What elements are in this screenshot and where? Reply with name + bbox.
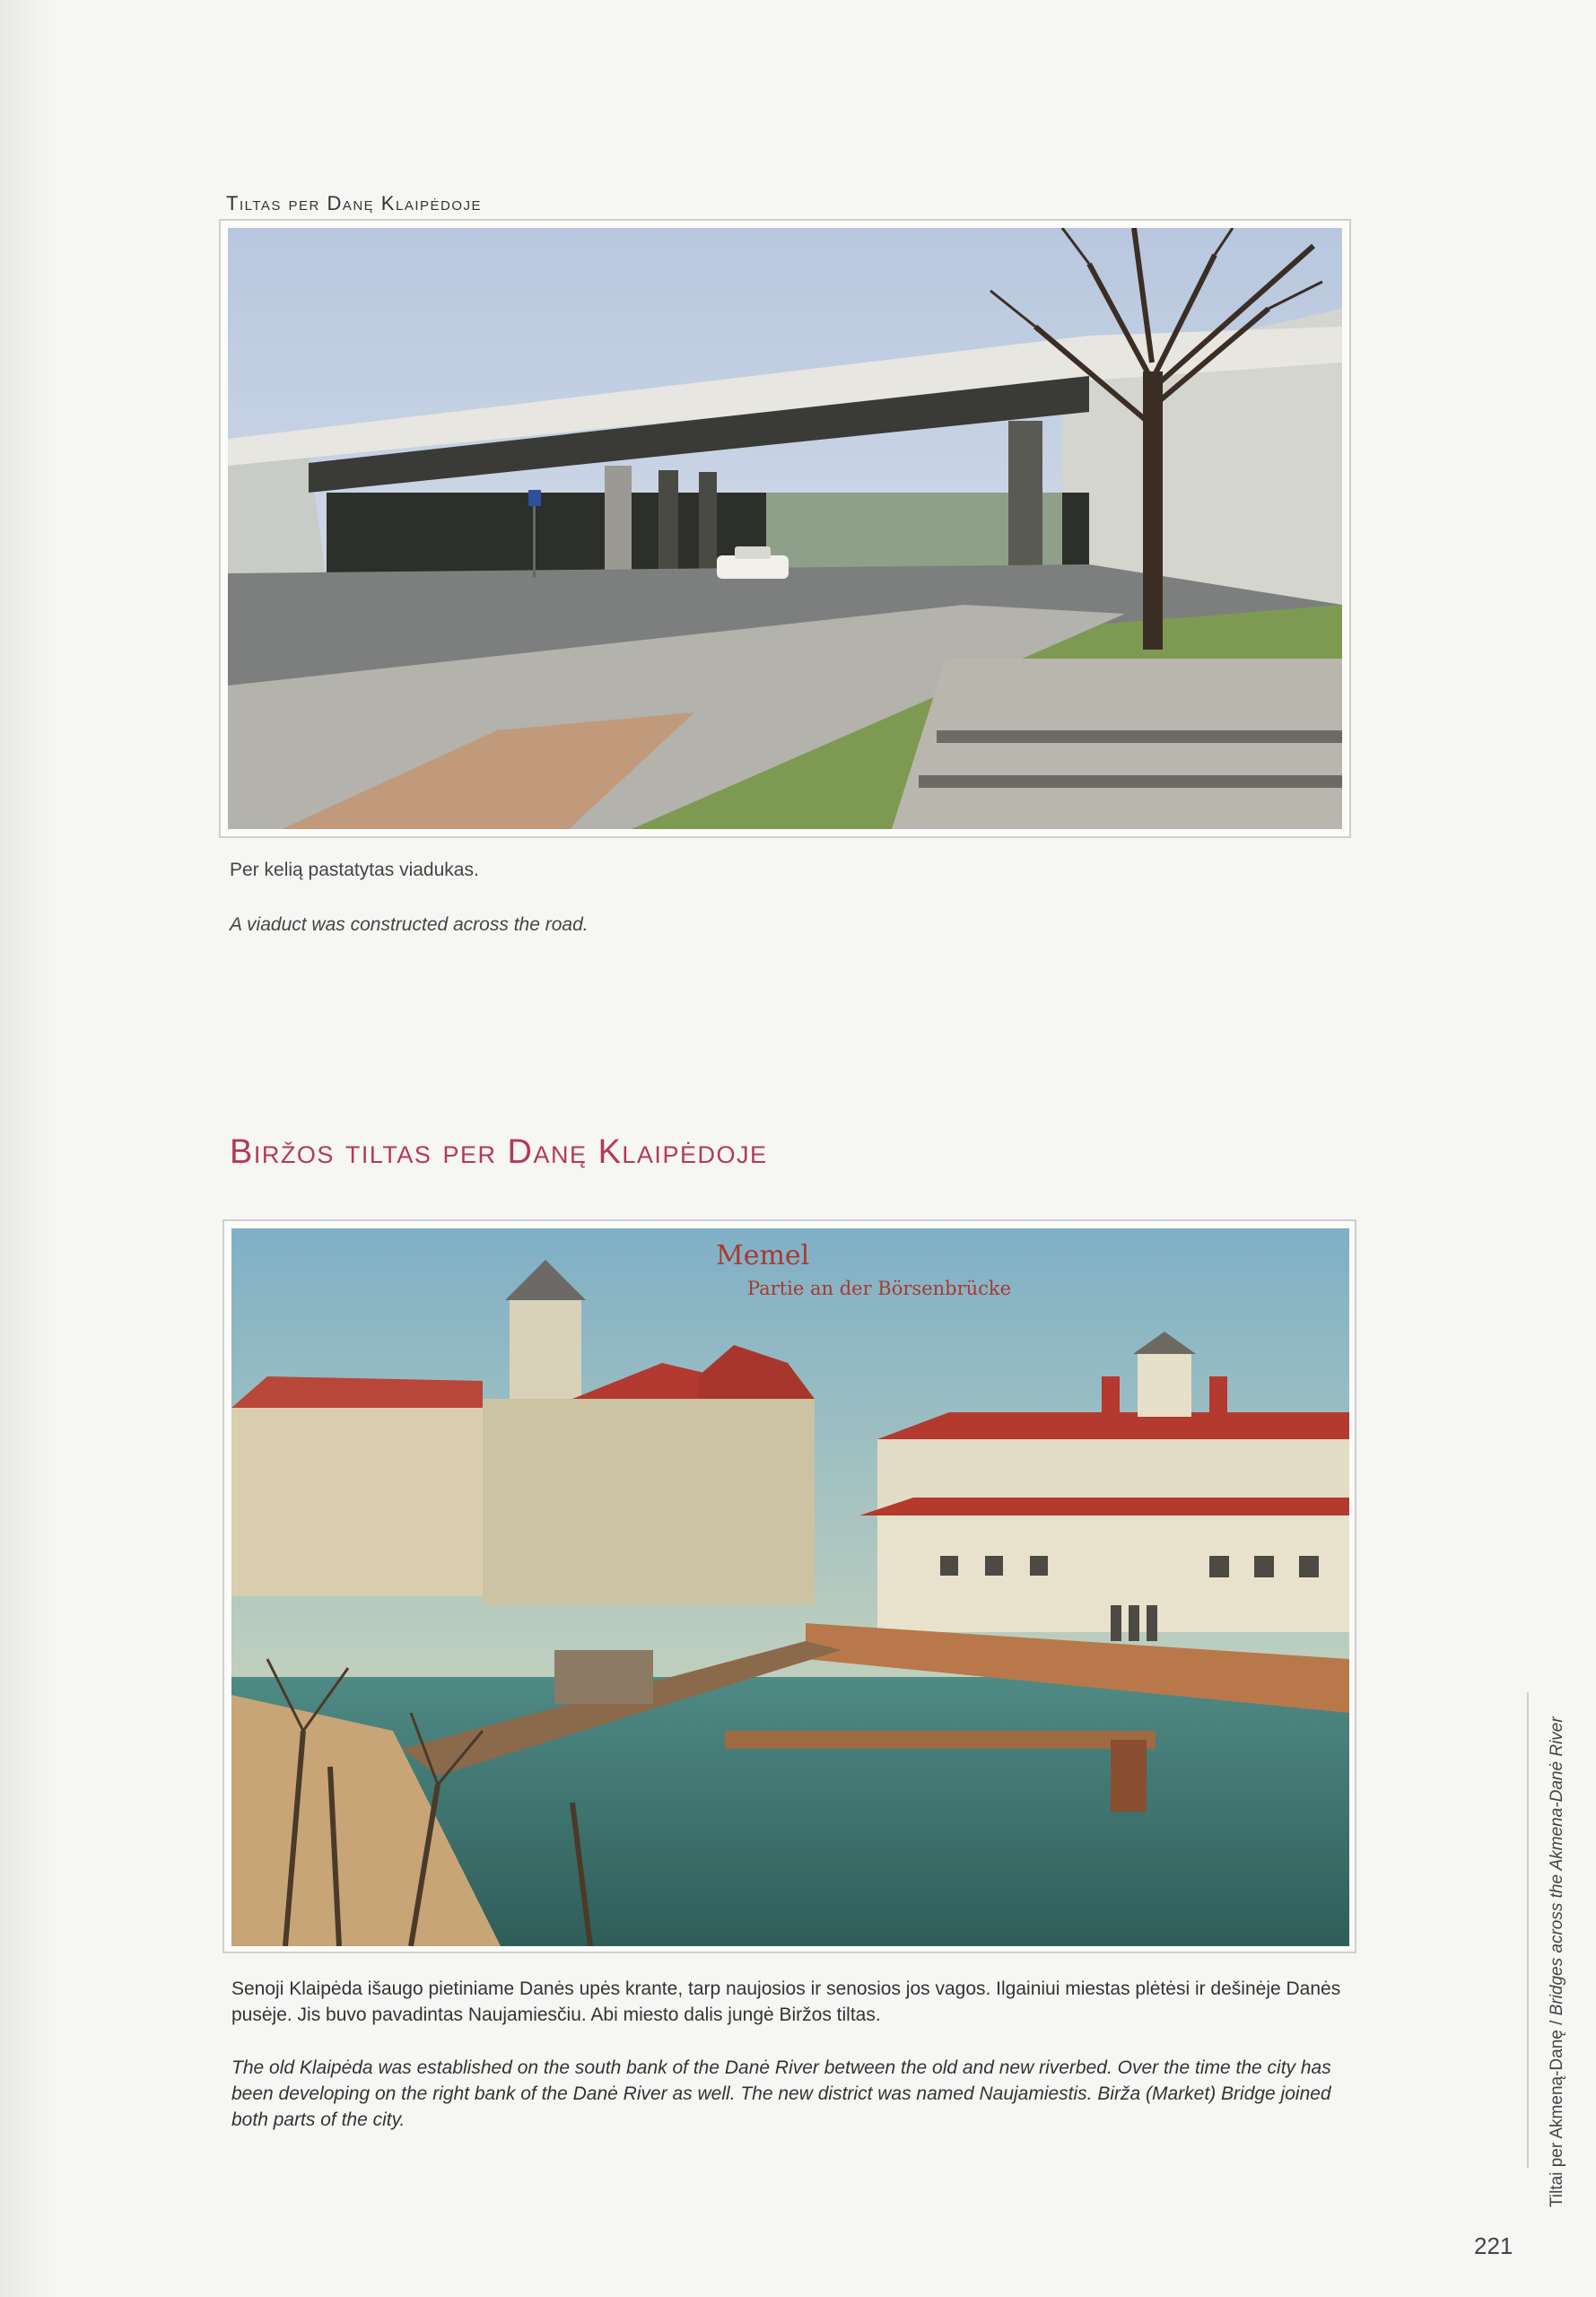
section-label: Tiltas per Danę Klaipėdoje — [226, 192, 483, 214]
postcard-image — [231, 1228, 1349, 1946]
postcard-frame — [222, 1219, 1356, 1953]
figure1-caption-en: A viaduct was constructed across the road. — [230, 914, 589, 935]
section-heading: Biržos tiltas per Danę Klaipėdoje — [230, 1133, 768, 1171]
figure1-caption-lt: Per kelią pastatytas viadukas. — [230, 860, 479, 880]
viaduct-photo — [228, 228, 1342, 829]
postcard-title: Memel — [716, 1240, 810, 1271]
running-footer — [1548, 1716, 1567, 2207]
running-footer-lt: Tiltai per Akmeną-Danę — [1548, 2030, 1566, 2207]
running-footer-en: Bridges across the Akmena-Danė River — [1548, 1716, 1566, 2016]
side-divider — [1527, 1692, 1529, 2168]
body-text-en: The old Klaipėda was established on the south bank of the Danė River between the old and new riverbed. Over the time the city has been developing on the right bank of the Danė River as well. The new district was named Naujamiestis. Birža (Market) Bridge joined both parts of the city. — [231, 2057, 1331, 2130]
running-footer-separator: / — [1548, 2015, 1566, 2031]
viaduct-photo-illustration — [228, 228, 1342, 829]
postcard-illustration — [231, 1228, 1349, 1946]
postcard-subtitle: Partie an der Börsenbrücke — [747, 1278, 1012, 1299]
page-number: 221 — [1474, 2232, 1513, 2259]
viaduct-photo-frame — [219, 219, 1351, 838]
page-gutter-shade — [0, 0, 54, 2297]
body-text-lt: Senoji Klaipėda išaugo pietiniame Danės upės krante, tarp naujosios ir senosios jos vagos. Ilgainiui miestas plėtėsi ir dešinėje Danės pusėje. Jis buvo pavadintas Naujamiesčiu. Abi miesto dalis jungė Biržos tiltas. — [231, 1978, 1341, 2025]
